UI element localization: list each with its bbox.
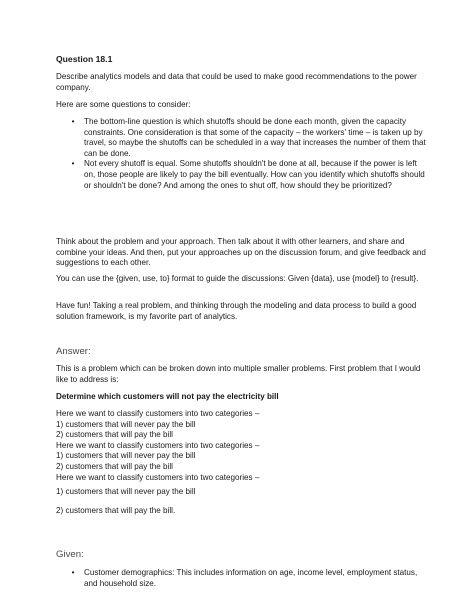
list-item [56, 117, 428, 159]
text-line: 1) customers that will never pay the bill [56, 419, 196, 429]
question-intro: Describe analytics models and data that could be used to make good recommendations to the power company. [56, 72, 417, 93]
bullet-text: The bottom-line question is which shutoffs should be done each month, given the capacity constraints. One consideration is that some of the capacity – the workers' time – is taken up by travel, so maybe the shutoffs can be scheduled in a way that increases the number of them that can be done. [84, 117, 426, 158]
format-paragraph: You can use the {given, use, to} format to guide the discussions: Given {data}, use {model} to {result}. [56, 274, 419, 283]
think-paragraph: Think about the problem and your approach. Then talk about it with other learners, and share and combine your ideas. And then, put your approaches up on the discussion forum, and give feedback and suggestions to each other. [56, 237, 426, 268]
bullet-text: Not every shutoff is equal. Some shutoffs shouldn't be done at all, because if the power is left on, those people are likely to pay the bill eventually. How can you identify which shutoffs should or shouldn't be done? And among the ones to shut off, how should they be prioritized? [84, 159, 425, 190]
list-item [56, 568, 428, 589]
bullet-icon: • [71, 117, 75, 126]
bullet-icon: • [71, 159, 75, 169]
text-line: Here we want to classify customers into two categories – [56, 472, 260, 482]
text-line: 2) customers that will pay the bill [56, 430, 173, 440]
given-bullet-list [56, 568, 428, 589]
text-line: 1) customers that will never pay the bill [56, 451, 196, 461]
answer-label: Answer: [56, 346, 91, 357]
given-label: Given: [56, 549, 84, 560]
bullet-text: Customer demographics: This includes information on age, income level, employment status, and household size. [84, 568, 418, 588]
consider-label: Here are some questions to consider: [56, 100, 191, 109]
answer-intro: This is a problem which can be broken down into multiple smaller problems. First problem that I would like to address is: [56, 364, 421, 384]
text-line: Here we want to classify customers into two categories – [56, 440, 260, 450]
answer-subheading: Determine which customers will not pay the electricity bill [56, 392, 279, 401]
question-bullet-list [56, 117, 428, 191]
list-item [56, 159, 428, 191]
text-line: Here we want to classify customers into two categories – [56, 409, 260, 418]
category-item-2: 2) customers that will pay the bill. [56, 506, 176, 515]
fun-paragraph: Have fun! Taking a real problem, and thinking through the modeling and data process to build a good solution framework, is my favorite part of analytics. [56, 301, 417, 321]
category-item-1: 1) customers that will never pay the bill [56, 487, 196, 496]
classification-lines [56, 409, 259, 483]
text-line: 2) customers that will pay the bill [56, 461, 173, 471]
bullet-icon: • [71, 568, 75, 577]
question-title: Question 18.1 [56, 54, 113, 64]
